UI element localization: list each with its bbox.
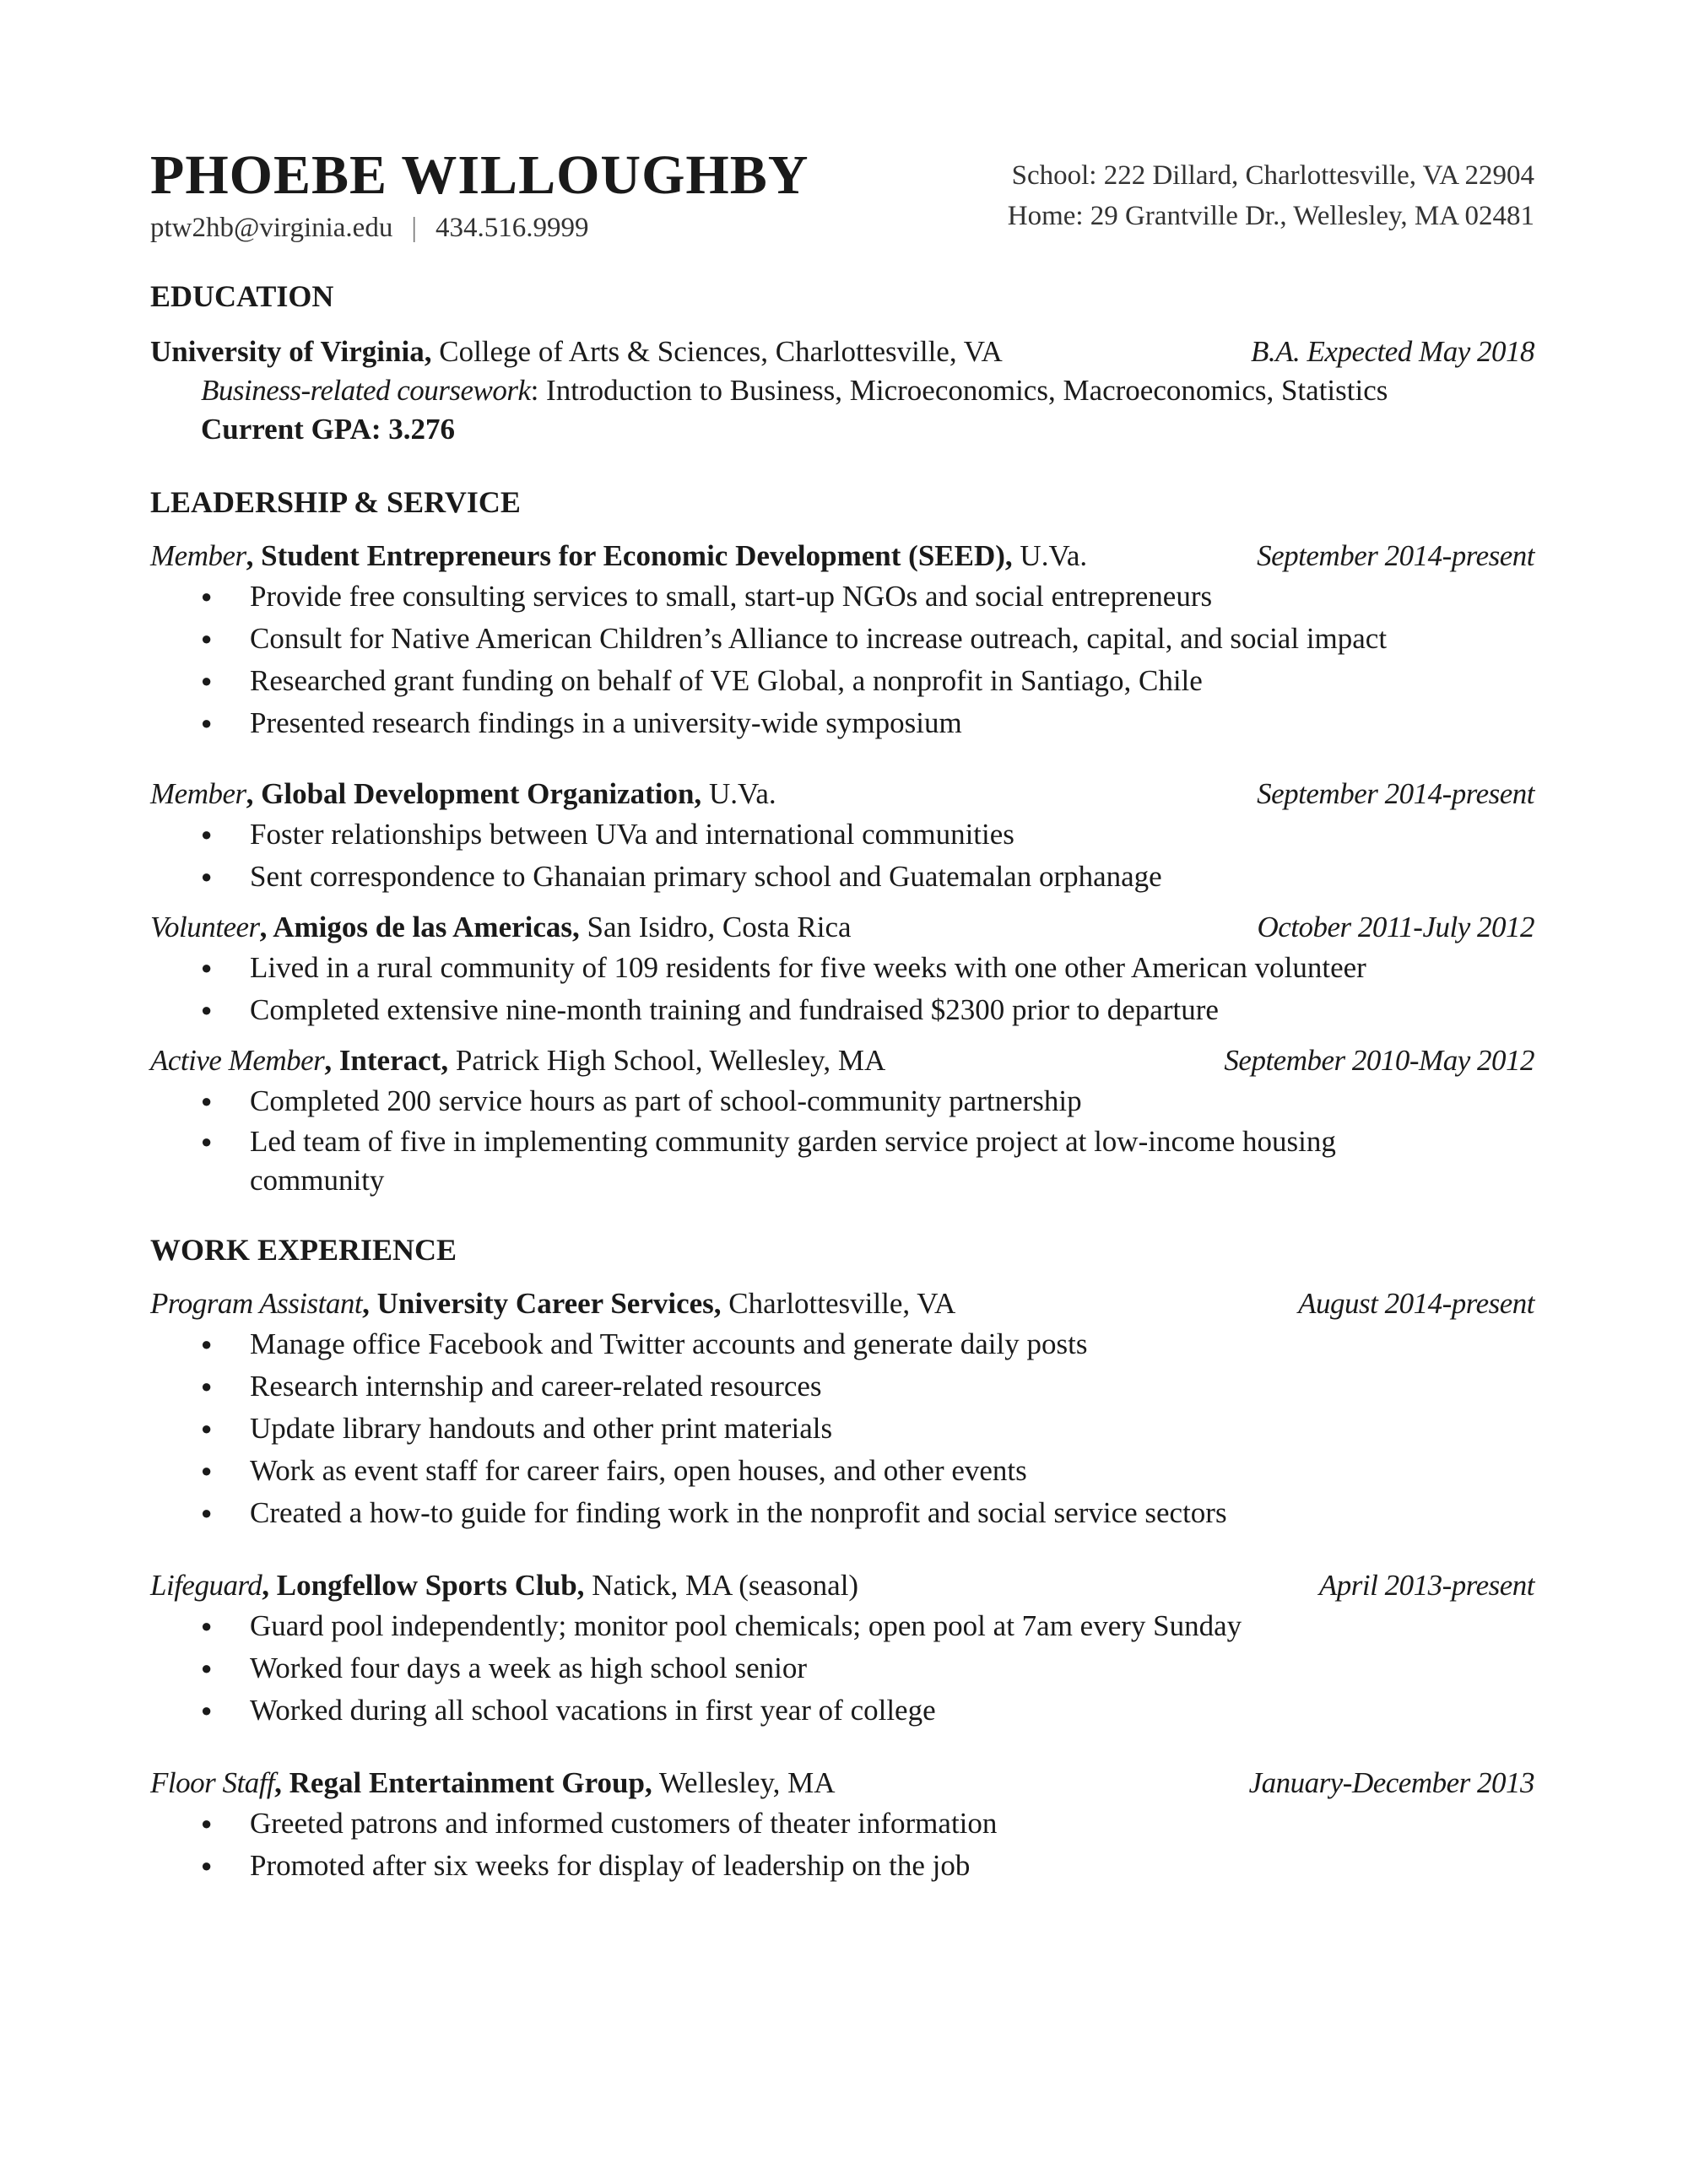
education-entry <box>150 332 1534 371</box>
bullet-item: ● Update library handouts and other print materials <box>150 1408 1534 1450</box>
work-entry <box>150 1566 1534 1732</box>
institution-name: University of Virginia, <box>150 335 432 368</box>
coursework-line <box>150 371 1534 410</box>
bullet-item: ● Worked four days a week as high school senior <box>150 1647 1534 1689</box>
degree-date: B.A. Expected May 2018 <box>1251 335 1534 368</box>
bullet-item: ● Researched grant funding on behalf of VE Global, a nonprofit in Santiago, Chile <box>150 660 1534 702</box>
entry-organization: , Global Development Organization, <box>246 777 702 810</box>
bullet-item: ● Promoted after six weeks for display of leadership on the job <box>150 1845 1534 1887</box>
coursework-label: Business-related coursework <box>201 374 531 407</box>
education-section <box>150 275 1534 449</box>
leadership-entry <box>150 908 1534 1031</box>
entry-heading <box>150 908 1534 947</box>
entry-bullets <box>150 947 1534 1031</box>
resume-header <box>150 142 1534 268</box>
bullet-item: ● Work as event staff for career fairs, open houses, and other events <box>150 1450 1534 1492</box>
work-heading: WORK EXPERIENCE <box>150 1233 457 1267</box>
entry-role: Active Member <box>150 1044 325 1077</box>
entry-bullets <box>150 1605 1534 1732</box>
bullet-item: ● Foster relationships between UVa and international communities <box>150 814 1534 856</box>
entry-bullets <box>150 814 1534 898</box>
entry-dates: April 2013-present <box>1318 1569 1534 1602</box>
school-address: School: 222 Dillard, Charlottesville, VA 22904 <box>1011 160 1534 191</box>
bullet-item: ● Completed 200 service hours as part of school-community partnership <box>150 1080 1534 1122</box>
entry-heading <box>150 1284 1534 1323</box>
entry-location: Patrick High School, Wellesley, MA <box>448 1044 886 1077</box>
college-name: College of Arts & Sciences, Charlottesville, VA <box>431 335 1003 368</box>
coursework-list: : Introduction to Business, Microeconomics, Macroeconomics, Statistics <box>530 374 1388 407</box>
entry-heading <box>150 1041 1534 1080</box>
bullet-item: ● Presented research findings in a university-wide symposium <box>150 702 1534 744</box>
bullet-item: ● Worked during all school vacations in first year of college <box>150 1689 1534 1732</box>
work-section <box>150 1229 1534 1887</box>
leadership-section <box>150 481 1534 1200</box>
leadership-entry <box>150 1041 1534 1200</box>
entry-heading <box>150 775 1534 814</box>
entry-organization: , Interact, <box>324 1044 449 1077</box>
entry-organization: , University Career Services, <box>362 1287 722 1320</box>
contact-separator: | <box>411 213 417 243</box>
entry-role: Member <box>150 777 246 810</box>
entry-location: U.Va. <box>1012 539 1088 572</box>
bullet-item: ● Sent correspondence to Ghanaian primary school and Guatemalan orphanage <box>150 856 1534 898</box>
entry-bullets <box>150 576 1534 744</box>
entry-role: Member <box>150 539 246 572</box>
entry-dates: September 2014-present <box>1257 777 1534 810</box>
leadership-entry <box>150 775 1534 898</box>
entry-role: Volunteer <box>150 911 260 943</box>
entry-organization: , Longfellow Sports Club, <box>262 1569 585 1602</box>
bullet-item: ● Research internship and career-related resources <box>150 1365 1534 1408</box>
bullet-item: ● Greeted patrons and informed customers of theater information <box>150 1803 1534 1845</box>
entry-role: Program Assistant <box>150 1287 363 1320</box>
bullet-item: ● Manage office Facebook and Twitter accounts and generate daily posts <box>150 1323 1534 1365</box>
entry-dates: October 2011-July 2012 <box>1257 911 1534 943</box>
resume-page <box>150 142 1534 1887</box>
entry-organization: , Student Entrepreneurs for Economic Development (SEED), <box>246 539 1013 572</box>
bullet-item: ● Led team of five in implementing community garden service project at low-income housing community <box>150 1122 1534 1200</box>
bullet-item: ● Created a how-to guide for finding work in the nonprofit and social service sectors <box>150 1492 1534 1534</box>
candidate-name: PHOEBE WILLOUGHBY <box>150 144 809 206</box>
entry-role: Floor Staff <box>150 1766 275 1799</box>
entry-location: San Isidro, Costa Rica <box>579 911 852 943</box>
bullet-item: ● Consult for Native American Children’s Alliance to increase outreach, capital, and social impact <box>150 618 1534 660</box>
home-address: Home: 29 Grantville Dr., Wellesley, MA 02481 <box>1007 201 1534 231</box>
contact-line <box>150 209 588 246</box>
work-entry <box>150 1284 1534 1534</box>
bullet-item: ● Lived in a rural community of 109 residents for five weeks with one other American volunteer <box>150 947 1534 989</box>
gpa-line: Current GPA: 3.276 <box>201 413 456 446</box>
entry-location: U.Va. <box>701 777 776 810</box>
education-heading: EDUCATION <box>150 279 334 313</box>
entry-dates: September 2010-May 2012 <box>1224 1044 1534 1077</box>
entry-organization: , Amigos de las Americas, <box>259 911 580 943</box>
addresses <box>1008 155 1534 236</box>
bullet-item: ● Completed extensive nine-month training and fundraised $2300 prior to departure <box>150 989 1534 1031</box>
entry-dates: September 2014-present <box>1257 539 1534 572</box>
entry-bullets <box>150 1323 1534 1534</box>
entry-location: Natick, MA (seasonal) <box>584 1569 859 1602</box>
bullet-item: ● Provide free consulting services to small, start-up NGOs and social entrepreneurs <box>150 576 1534 618</box>
entry-dates: August 2014-present <box>1298 1287 1534 1320</box>
entry-bullets <box>150 1803 1534 1887</box>
entry-dates: January-December 2013 <box>1248 1766 1534 1799</box>
entry-location: Charlottesville, VA <box>721 1287 956 1320</box>
leadership-heading: LEADERSHIP & SERVICE <box>150 485 521 519</box>
entry-heading <box>150 1764 1534 1803</box>
email-address: ptw2hb@virginia.edu <box>150 213 393 243</box>
entry-heading <box>150 537 1534 576</box>
entry-bullets <box>150 1080 1534 1200</box>
bullet-item: ● Guard pool independently; monitor pool chemicals; open pool at 7am every Sunday <box>150 1605 1534 1647</box>
entry-heading <box>150 1566 1534 1605</box>
entry-location: Wellesley, MA <box>652 1766 836 1799</box>
entry-organization: , Regal Entertainment Group, <box>274 1766 652 1799</box>
entry-role: Lifeguard <box>150 1569 262 1602</box>
work-entry <box>150 1764 1534 1887</box>
phone-number: 434.516.9999 <box>435 213 589 243</box>
leadership-entry <box>150 537 1534 744</box>
